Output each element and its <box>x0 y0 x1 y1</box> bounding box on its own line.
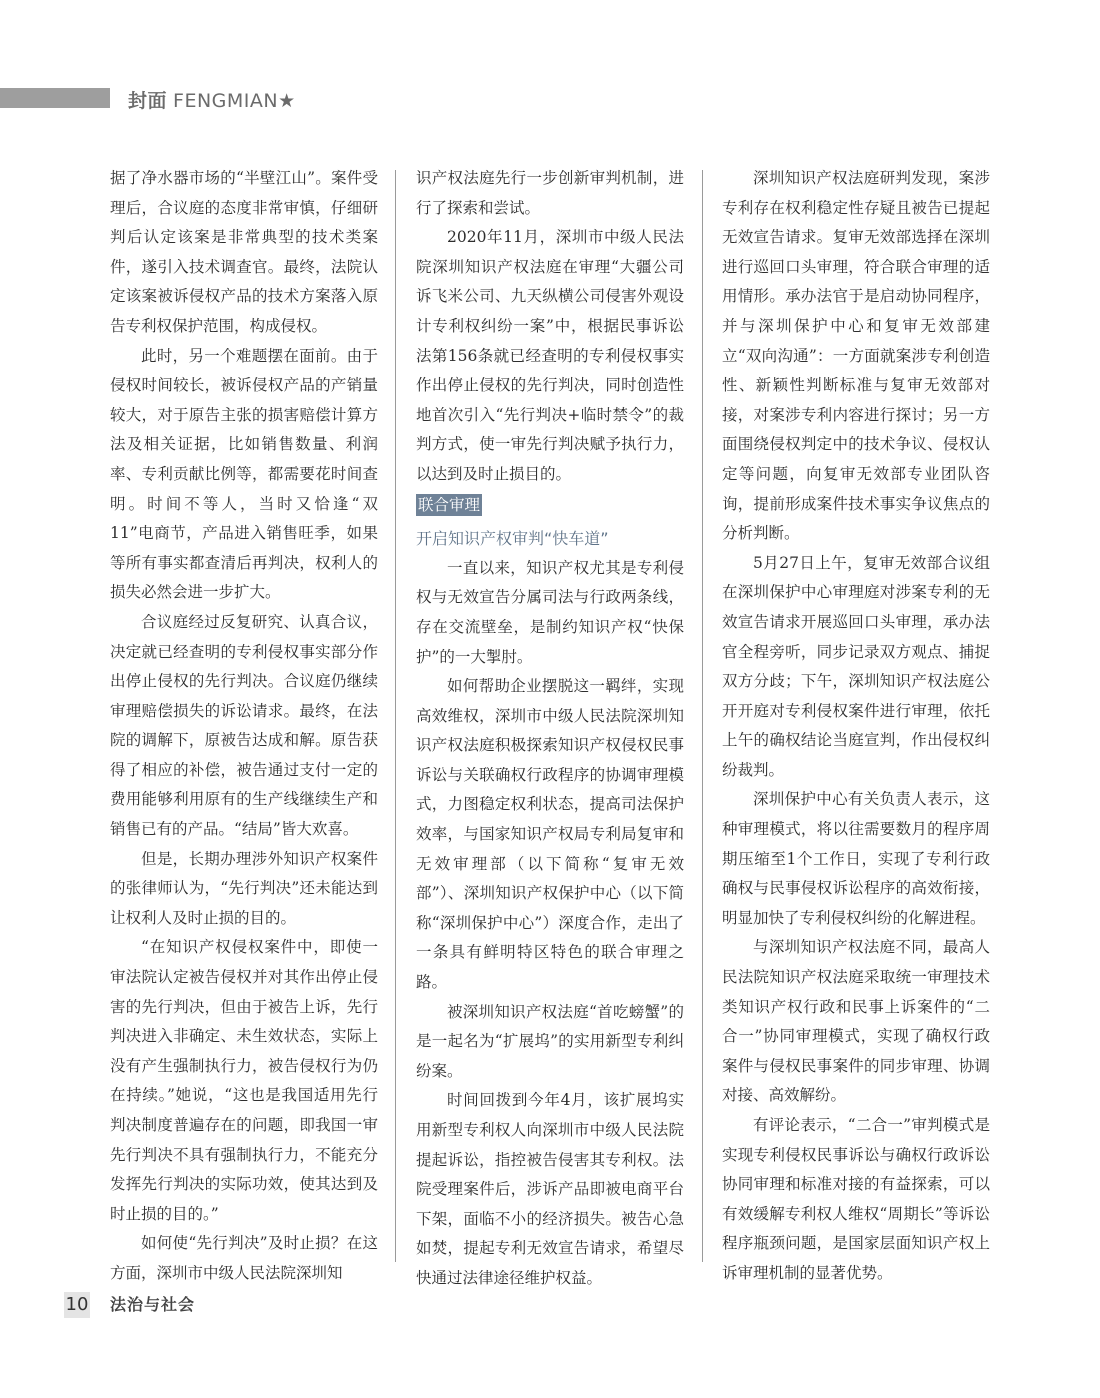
article-column-2 <box>416 164 684 1294</box>
paragraph: 5月27日上午，复审无效部合议组在深圳保护中心审理庭对涉案专利的无效宣告请求开展巡回口头审理，承办法官全程旁听，同步记录双方观点、捕捉双方分歧；下午，深圳知识产权法庭公开开庭对专利侵权案件进行审理，依托上午的确权结论当庭宣判，作出侵权纠纷裁判。 <box>722 553 990 779</box>
paragraph: 识产权法庭先行一步创新审判机制，进行了探索和尝试。 <box>416 169 684 217</box>
column-divider <box>395 170 396 1262</box>
paragraph: 深圳知识产权法庭研判发现，案涉专利存在权利稳定性存疑且被告已提起无效宣告请求。复审无效部选择在深圳进行巡回口头审理，符合联合审理的适用情形。承办法官于是启动协同程序，并与深圳保护中心和复审无效部建立“双向沟通”：一方面就案涉专利创造性、新颖性判断标准与复审无效部对接，对案涉专利内容进行探讨；另一方面围绕侵权判定中的技术争议、侵权认定等问题，向复审无效部专业团队咨询，提前形成案件技术事实争议焦点的分析判断。 <box>722 169 990 543</box>
article-column-1 <box>110 164 378 1289</box>
paragraph: 与深圳知识产权法庭不同，最高人民法院知识产权法庭采取统一审理技术类知识产权行政和民事上诉案件的“二合一”协同审理模式，实现了确权行政案件与侵权民事案件的同步审理、协调对接、高效解纷。 <box>722 938 990 1105</box>
paragraph: 但是，长期办理涉外知识产权案件的张律师认为，“先行判决”还未能达到让权利人及时止损的目的。 <box>110 849 378 927</box>
page-number: 10 <box>64 1292 90 1318</box>
paragraph: 如何帮助企业摆脱这一羁绊，实现高效维权，深圳市中级人民法院深圳知识产权法庭积极探索知识产权侵权民事诉讼与关联确权行政程序的协调审理模式，力图稳定权利状态，提高司法保护效率，与国家知识产权局专利局复审和无效审理部（以下简称“复审无效部”）、深圳知识产权保护中心（以下简称“深圳保护中心”）深度合作，走出了一条具有鲜明特区特色的联合审理之路。 <box>416 677 684 992</box>
section-tag: 联合审理 <box>418 495 481 514</box>
section-header <box>128 86 296 113</box>
header-bar <box>0 88 110 108</box>
section-subtitle: 开启知识产权审判“快车道” <box>416 529 609 549</box>
magazine-name: 法治与社会 <box>110 1295 196 1314</box>
paragraph: 如何使“先行判决”及时止损？在这方面，深圳市中级人民法院深圳知 <box>110 1234 378 1282</box>
section-name-en: FENGMIAN★ <box>173 90 296 112</box>
paragraph: 合议庭经过反复研究、认真合议，决定就已经查明的专利侵权事实部分作出停止侵权的先行判决。合议庭仍继续审理赔偿损失的诉讼请求。最终，在法院的调解下，原被告达成和解。原告获得了相应的补偿，被告通过支付一定的费用能够利用原有的生产线继续生产和销售已有的产品。“结局”皆大欢喜。 <box>110 612 378 839</box>
article-column-3 <box>722 164 990 1289</box>
paragraph: 一直以来，知识产权尤其是专利侵权与无效宣告分属司法与行政两条线，存在交流壁垒，是制约知识产权“快保护”的一大掣肘。 <box>416 558 684 666</box>
paragraph: 深圳保护中心有关负责人表示，这种审理模式，将以往需要数月的程序周期压缩至1个工作日，实现了专利行政确权与民事侵权诉讼程序的高效衔接，明显加快了专利侵权纠纷的化解进程。 <box>722 790 990 927</box>
section-heading <box>416 490 684 554</box>
paragraph: 此时，另一个难题摆在面前。由于侵权时间较长，被诉侵权产品的产销量较大，对于原告主张的损害赔偿计算方法及相关证据，比如销售数量、利润率、专利贡献比例等，都需要花时间查明。时间不等人，当时又恰逢“双11”电商节，产品进入销售旺季，如果等所有事实都查清后再判决，权利人的损失必然会进一步扩大。 <box>110 346 378 602</box>
paragraph: 据了净水器市场的“半壁江山”。案件受理后，合议庭的态度非常审慎，仔细研判后认定该案是非常典型的技术类案件，遂引入技术调查官。最终，法院认定该案被诉侵权产品的技术方案落入原告专利权保护范围，构成侵权。 <box>110 169 378 335</box>
paragraph: 有评论表示，“二合一”审判模式是实现专利侵权民事诉讼与确权行政诉讼协同审理和标准对接的有益探索，可以有效缓解专利权人维权“周期长”等诉讼程序瓶颈问题，是国家层面知识产权上诉审理机制的显著优势。 <box>722 1116 990 1282</box>
column-divider <box>702 170 703 1262</box>
paragraph: 时间回拨到今年4月，该扩展坞实用新型专利权人向深圳市中级人民法院提起诉讼，指控被告侵害其专利权。法院受理案件后，涉诉产品即被电商平台下架，面临不小的经济损失。被告心急如焚，提起专利无效宣告请求，希望尽快通过法律途径维护权益。 <box>416 1091 684 1287</box>
paragraph: 被深圳知识产权法庭“首吃螃蟹”的是一起名为“扩展坞”的实用新型专利纠纷案。 <box>416 1002 684 1080</box>
section-name-cn: 封面 <box>128 90 168 112</box>
paragraph: “在知识产权侵权案件中，即使一审法院认定被告侵权并对其作出停止侵害的先行判决，但由于被告上诉，先行判决进入非确定、未生效状态，实际上没有产生强制执行力，被告侵权行为仍在持续。”她说，“这也是我国适用先行判决制度普遍存在的问题，即我国一审先行判决不具有强制执行力，不能充分发挥先行判决的实际功效，使其达到及时止损的目的。” <box>110 938 378 1223</box>
paragraph: 2020年11月，深圳市中级人民法院深圳知识产权法庭在审理“大疆公司诉飞米公司、九天纵横公司侵害外观设计专利权纠纷一案”中，根据民事诉讼法第156条就已经查明的专利侵权事实作出停止侵权的先行判决，同时创造性地首次引入“先行判决+临时禁令”的裁判方式，使一审先行判决赋予执行力，以达到及时止损目的。 <box>416 228 684 483</box>
